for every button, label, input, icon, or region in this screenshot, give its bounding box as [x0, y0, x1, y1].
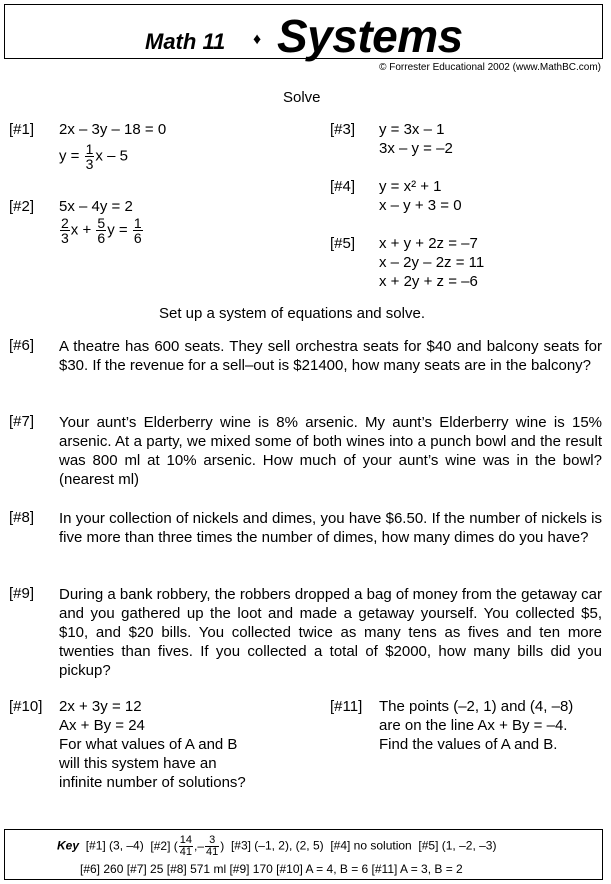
- problem-10-eq1: 2x + 3y = 12: [59, 698, 142, 715]
- problem-6-text: A theatre has 600 seats. They sell orchestra seats for $40 and balcony seats for $30. If the revenue for a sell–out is $21400, how many seats are in the balcony?: [59, 338, 602, 374]
- problem-3-label: [#3]: [330, 121, 356, 138]
- answer-3: [#3] (–1, 2), (2, 5): [230, 838, 324, 853]
- problem-1-eq2: y = $\frac{1}{3}$ x – 5: [59, 141, 128, 172]
- problem-8-label: [#8]: [9, 509, 35, 526]
- problem-7-text: Your aunt’s Elderberry wine is 8% arsenic. My aunt’s Elderberry wine is 15% arsenic. At a party, we mixed some of both wines into a punch bowl and the result was 800 ml at 10% arsenic. How much of your aunt’s wine was in the bowl? (nearest ml): [59, 414, 602, 488]
- problem-5-eq3: x + 2y + z = –6: [379, 273, 478, 290]
- problem-3-eq1: y = 3x – 1: [379, 121, 445, 138]
- answer-key-box: [4, 829, 603, 880]
- problem-5-label: [#5]: [330, 235, 356, 252]
- problem-7-label: [#7]: [9, 413, 35, 430]
- section-instruction-setup: Set up a system of equations and solve.: [159, 305, 425, 322]
- course-name: Math 11: [145, 29, 226, 54]
- diamond-separator-icon: ♦: [253, 31, 262, 48]
- problem-10-eq2: Ax + By = 24: [59, 717, 145, 734]
- page-title: Systems: [277, 10, 463, 62]
- problem-11-line3: Find the values of A and B.: [379, 736, 558, 753]
- copyright-notice: © Forrester Educational 2002 (www.MathBC.com): [379, 62, 601, 73]
- problem-10-label: [#10]: [9, 698, 43, 715]
- answer-2: [#2] ( $\frac{14}{41}$ ,– $\frac{3}{41}$ ): [150, 834, 225, 858]
- answer-key-row2: [#6] 260 [#7] 25 [#8] 571 ml [#9] 170 [#10] A = 4, B = 6 [#11] A = 3, B = 2: [80, 862, 463, 876]
- title-box: [4, 4, 603, 62]
- problem-2-label: [#2]: [9, 198, 35, 215]
- problem-11-line2: are on the line Ax + By = –4.: [379, 717, 568, 734]
- problem-6-label: [#6]: [9, 337, 35, 354]
- problem-10-question-line1: For what values of A and B: [59, 736, 238, 753]
- problem-8-text: In your collection of nickels and dimes, you have $6.50. If the number of nickels is five more than three times the number of dimes, how many dimes do you have?: [59, 510, 602, 546]
- problem-4-eq2: x – y + 3 = 0: [379, 197, 462, 214]
- problem-11-label: [#11]: [330, 698, 363, 715]
- problem-1-label: [#1]: [9, 121, 35, 138]
- problem-10-question-line2: will this system have an: [59, 755, 217, 772]
- problem-9-text: During a bank robbery, the robbers dropped a bag of money from the getaway car and you gathered up the loot and made a getaway yourself. You collected $5, $10, and $20 bills. You collected twice as many tens as fives and ten more twenties than fives. If you collected a total of $2000, how many bills did you pickup?: [59, 586, 602, 679]
- problem-5-eq2: x – 2y – 2z = 11: [379, 254, 485, 271]
- answer-key-label: Key: [57, 838, 80, 853]
- section-instruction-solve: Solve: [283, 89, 321, 106]
- problem-2-eq2: $\frac{2}{3}$ x + $\frac{5}{6}$ y = $\frac{1}{6}$: [61, 215, 142, 246]
- answer-5: [#5] (1, –2, –3): [418, 838, 497, 853]
- answer-key-row1: [57, 835, 496, 858]
- problem-4-eq1: y = x² + 1: [379, 178, 442, 195]
- answer-4: [#4] no solution: [330, 838, 412, 853]
- problem-11-line1: The points (–2, 1) and (4, –8): [379, 698, 574, 715]
- problem-2-eq1: 5x – 4y = 2: [59, 198, 133, 215]
- problem-5-eq1: x + y + 2z = –7: [379, 235, 478, 252]
- problem-9-label: [#9]: [9, 585, 35, 602]
- problem-1-eq1: 2x – 3y – 18 = 0: [59, 121, 167, 138]
- answer-1: [#1] (3, –4): [85, 838, 144, 853]
- problem-10-question-line3: infinite number of solutions?: [59, 774, 246, 791]
- problem-4-label: [#4]: [330, 178, 356, 195]
- problem-3-eq2: 3x – y = –2: [379, 140, 453, 157]
